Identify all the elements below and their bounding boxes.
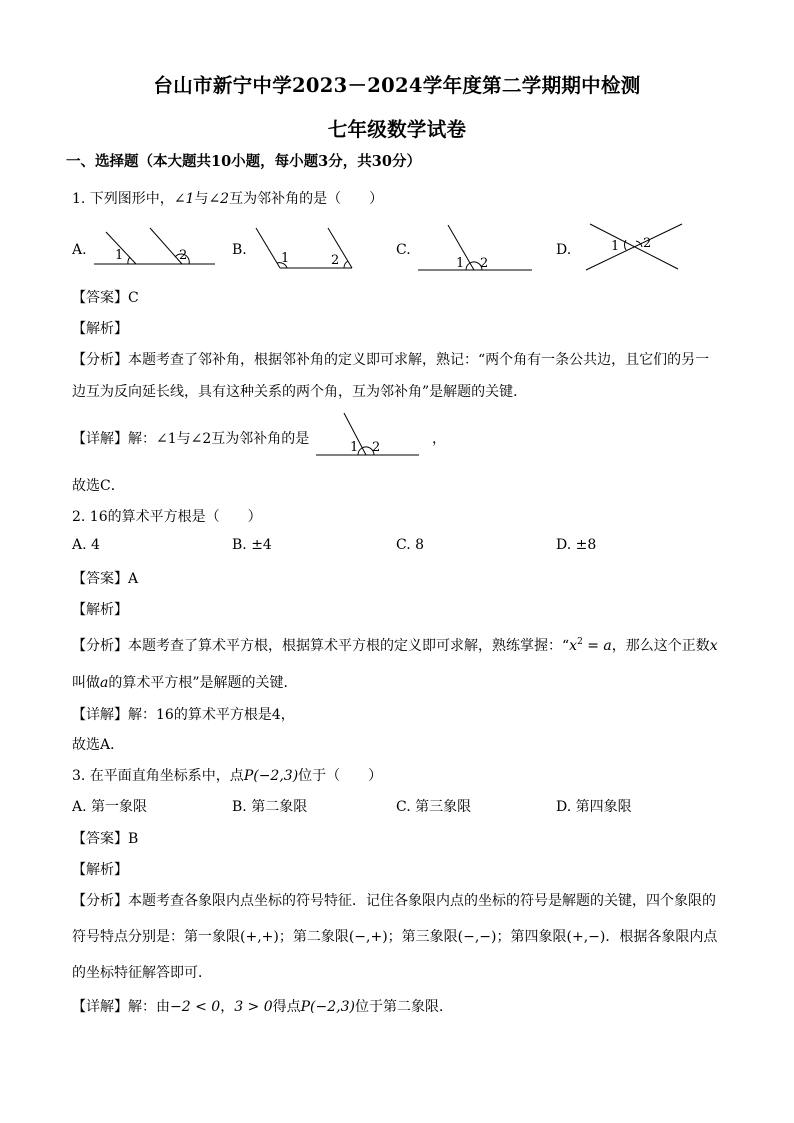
question-3-stem — [72, 765, 382, 785]
q3-detail-prefix: 【详解】解：由 — [72, 999, 170, 1015]
question-1-stem — [72, 188, 383, 208]
q1-stem-mid: 与 — [194, 191, 209, 207]
arc-2 — [344, 261, 348, 268]
q3-analysis-line3: 的坐标特征解答即可． — [72, 965, 212, 981]
q3-detail-math1: −2 < 0 — [170, 999, 221, 1015]
q3-stem-prefix: 3. 在平面直角坐标系中，点 — [72, 768, 244, 784]
q3-detail-math2: 3 > 0 — [234, 999, 273, 1015]
arc-1 — [624, 240, 626, 250]
q2-analysis2-math: a — [100, 675, 109, 691]
q2-option-d: D. ±8 — [556, 537, 597, 553]
q2-option-b: B. ±4 — [232, 537, 272, 553]
q1-option-c-figure — [416, 222, 536, 274]
arc-1 — [466, 263, 470, 270]
q2-analysis-prefix: 【分析】本题考查了算术平方根，根据算术平方根的定义即可求解，熟练掌握：“ — [72, 638, 570, 654]
q3-stem-suffix: 位于（ ） — [298, 768, 383, 784]
label-1: 1 — [456, 256, 465, 271]
label-2: 2 — [331, 253, 340, 268]
q1-stem-prefix: 1. 下列图形中， — [72, 191, 174, 207]
q3-analysis-line2: 符号特点分别是：第一象限(+,+)；第二象限(−,+)；第三象限(−,−)；第四象限(+,−)．根据各象限内点 — [72, 929, 718, 945]
q3-option-c: C. 第三象限 — [396, 799, 472, 815]
q1-detail-figure — [314, 410, 422, 460]
q2-analysis-line1 — [72, 635, 718, 655]
q2-analysis2-prefix: 叫做 — [72, 675, 100, 691]
label-1: 1 — [281, 251, 290, 266]
q1-detail-suffix: ， — [432, 431, 446, 447]
arc-1 — [358, 448, 362, 455]
q2-option-a: A. 4 — [72, 537, 100, 553]
q3-detail — [72, 996, 453, 1016]
q1-detail — [72, 428, 309, 448]
ray-2 — [150, 228, 182, 264]
q3-detail-mid2: 得点 — [272, 999, 301, 1015]
q1-analysis-line1: 【分析】本题考查了邻补角，根据邻补角的定义即可求解，熟记：“两个角有一条公共边，且它们的另一 — [72, 352, 710, 368]
label-2: 2 — [179, 248, 188, 263]
label-2: 2 — [643, 236, 652, 251]
q1-option-d-letter: D. — [556, 242, 572, 258]
q3-detail-math3: P(−2,3) — [300, 999, 355, 1015]
q2-math-x: x — [569, 638, 578, 654]
q2-math-rest: = a — [582, 638, 612, 654]
q2-math-end: x — [709, 638, 718, 654]
q1-analysis-line2: 边互为反向延长线，具有这种关系的两个角，互为邻补角”是解题的关键． — [72, 384, 528, 400]
q1-detail-prefix: 【详解】解：∠1与∠2互为邻补角的是 — [72, 431, 310, 447]
q3-option-a: A. 第一象限 — [72, 799, 148, 815]
exam-subtitle: 七年级数学试卷 — [327, 118, 467, 141]
ray-1 — [256, 228, 280, 268]
q2-analysis-heading: 【解析】 — [72, 602, 128, 618]
q1-option-d-figure — [584, 220, 684, 274]
q1-angle1: ∠1 — [173, 191, 195, 207]
label-2: 2 — [480, 256, 489, 271]
arc-1 — [128, 257, 130, 264]
q1-angle2: ∠2 — [208, 191, 230, 207]
q1-conclusion: 故选C． — [72, 478, 125, 494]
q3-stem-math: P(−2,3) — [243, 768, 299, 784]
q2-analysis-suffix: ，那么这个正数 — [611, 638, 710, 654]
q3-option-d: D. 第四象限 — [556, 799, 632, 815]
q1-answer: 【答案】C — [72, 290, 139, 306]
q1-option-c-letter: C. — [396, 242, 411, 258]
q2-conclusion: 故选A． — [72, 737, 125, 753]
q1-option-a-figure — [88, 222, 218, 272]
q1-option-a-letter: A. — [72, 242, 87, 258]
q1-option-b-letter: B. — [232, 242, 247, 258]
q3-detail-suffix: 位于第二象限． — [354, 999, 453, 1015]
q2-answer: 【答案】A — [72, 571, 139, 587]
label-2: 2 — [372, 440, 381, 455]
label-1: 1 — [115, 248, 124, 263]
q1-option-b-figure — [248, 222, 358, 272]
label-1: 1 — [611, 239, 620, 254]
label-1: 1 — [350, 440, 359, 455]
q1-stem-suffix: 互为邻补角的是（ ） — [229, 191, 384, 207]
q2-option-c: C. 8 — [396, 537, 425, 553]
q3-detail-mid: ， — [220, 999, 235, 1015]
q2-analysis2-suffix: 的算术平方根”是解题的关键． — [108, 675, 298, 691]
q3-answer: 【答案】B — [72, 831, 139, 847]
question-2-stem: 2. 16的算术平方根是（ ） — [72, 509, 262, 525]
q3-option-b: B. 第二象限 — [232, 799, 308, 815]
q3-analysis-heading: 【解析】 — [72, 862, 128, 878]
exam-title: 台山市新宁中学2023－2024学年度第二学期期中检测 — [153, 74, 641, 97]
q3-analysis-line1: 【分析】本题考查各象限内点坐标的符号特征．记住各象限内点的坐标的符号是解题的关键，四个象限的 — [72, 893, 716, 909]
q2-math-sup: 2 — [577, 637, 583, 647]
q1-analysis-heading: 【解析】 — [72, 321, 128, 337]
q2-analysis-line2 — [72, 672, 298, 692]
q2-detail: 【详解】解：16的算术平方根是4， — [72, 707, 295, 723]
section-heading: 一、选择题（本大题共10小题，每小题3分，共30分） — [66, 153, 421, 170]
